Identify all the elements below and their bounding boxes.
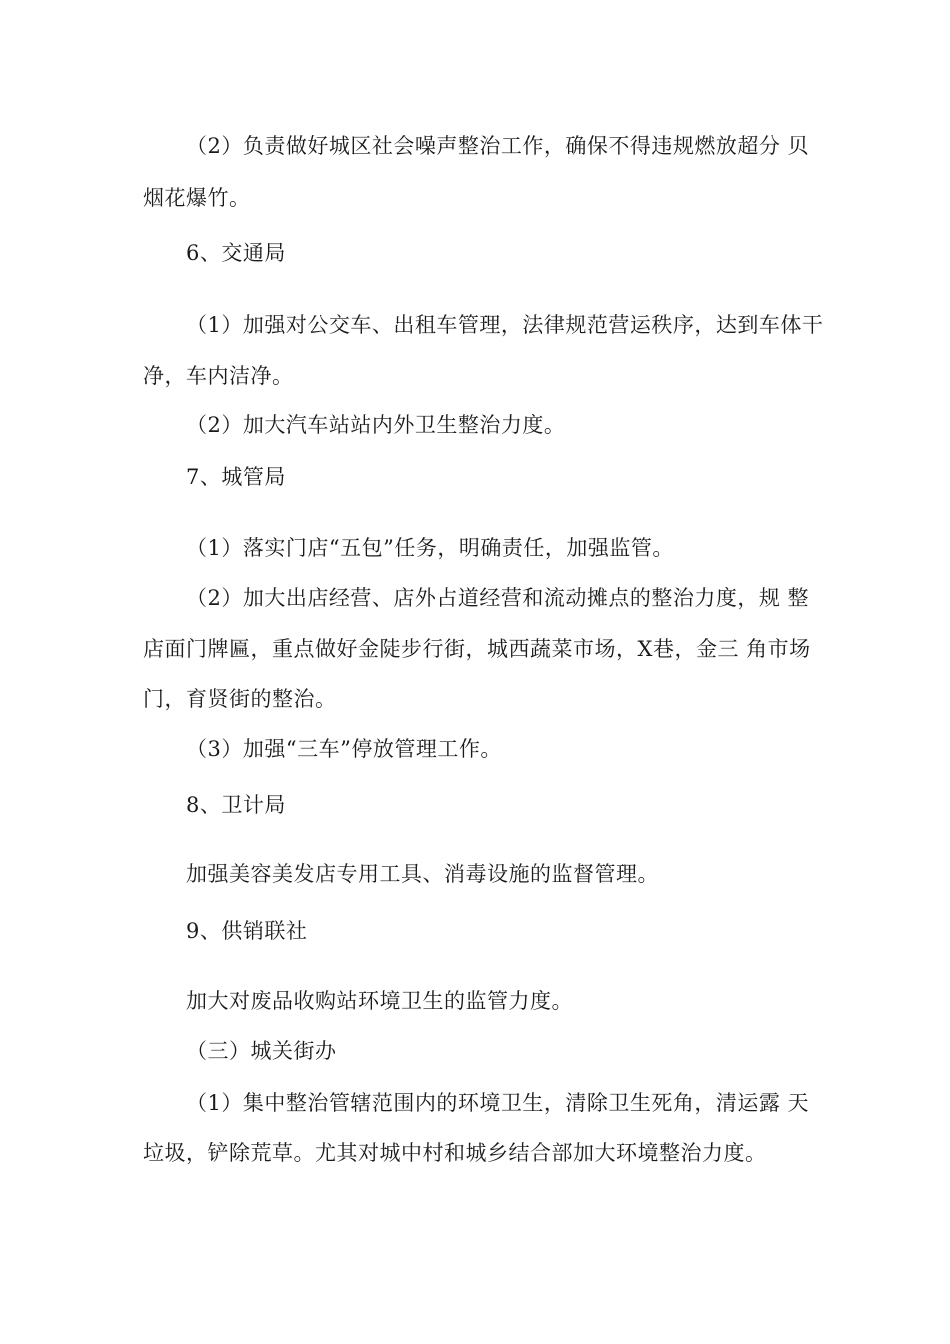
paragraph-line: 净，车内洁净。 [143, 364, 294, 388]
section-heading: 7、城管局 [186, 465, 286, 489]
paragraph-line: 烟花爆竹。 [143, 186, 251, 210]
paragraph-line: （1）落实门店“五包”任务，明确责任，加强监管。 [186, 536, 674, 560]
section-heading: 8、卫计局 [186, 793, 286, 817]
paragraph-line: 门，育贤街的整治。 [143, 687, 337, 711]
paragraph-line: （1）集中整治管辖范围内的环境卫生，清除卫生死角，清运露 天 [186, 1091, 810, 1115]
section-heading: 9、供销联社 [186, 919, 308, 943]
paragraph-line: （2）负责做好城区社会噪声整治工作，确保不得违规燃放超分 贝 [186, 134, 810, 158]
paragraph-line: 店面门牌匾，重点做好金陡步行街，城西蔬菜市场，X巷，金三 角市场 [143, 637, 811, 661]
section-heading: 6、交通局 [186, 241, 286, 265]
paragraph-line: 加大对废品收购站环境卫生的监管力度。 [186, 989, 573, 1013]
paragraph-line: （2）加大汽车站站内外卫生整治力度。 [186, 413, 566, 437]
paragraph-line: （1）加强对公交车、出租车管理，法律规范营运秩序，达到车体干 [186, 313, 824, 337]
paragraph-line: 垃圾，铲除荒草。尤其对城中村和城乡结合部加大环境整治力度。 [143, 1141, 767, 1165]
paragraph-line: （3）加强“三车”停放管理工作。 [186, 737, 502, 761]
section-heading: （三）城关街办 [186, 1039, 337, 1063]
paragraph-line: 加强美容美发店专用工具、消毒设施的监督管理。 [186, 862, 659, 886]
paragraph-line: （2）加大出店经营、店外占道经营和流动摊点的整治力度，规 整 [186, 586, 810, 610]
